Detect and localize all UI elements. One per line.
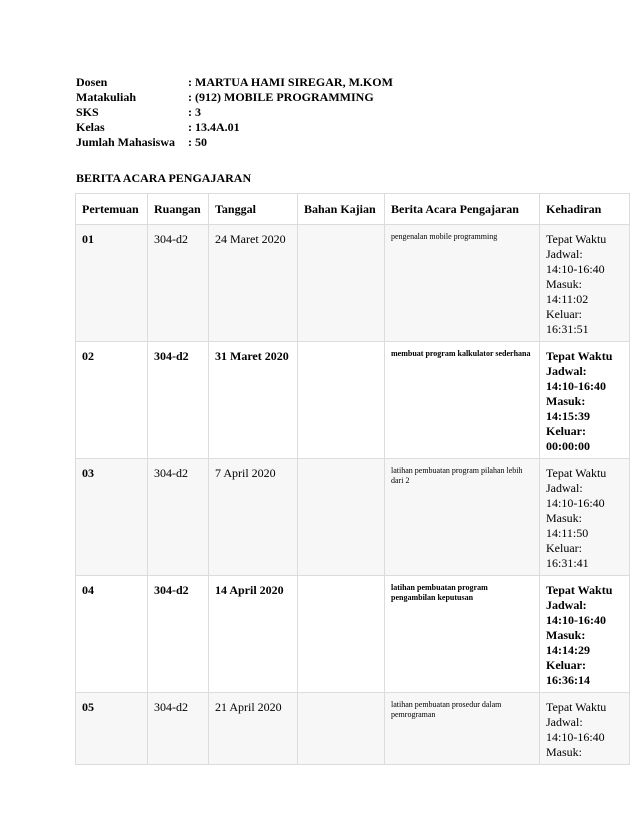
- info-row-jumlah-mahasiswa: [76, 135, 393, 150]
- cell-berita-acara: pengenalan mobile programming: [385, 225, 540, 342]
- info-row-matakuliah: [76, 90, 393, 105]
- kehadiran-line: 14:14:29: [546, 643, 590, 657]
- kehadiran-line: Masuk:: [546, 511, 582, 525]
- kehadiran-line: Jadwal:: [546, 247, 583, 261]
- table-row: [76, 342, 630, 459]
- kehadiran-line: Keluar:: [546, 658, 586, 672]
- kehadiran-line: 14:10-16:40: [546, 730, 605, 744]
- kehadiran-line: Keluar:: [546, 424, 586, 438]
- kehadiran-line: 00:00:00: [546, 439, 590, 453]
- kehadiran-line: 14:11:02: [546, 292, 589, 306]
- cell-ruangan: 304-d2: [148, 225, 209, 342]
- course-info: [76, 75, 393, 150]
- kehadiran-line: Masuk:: [546, 745, 582, 759]
- kehadiran-line: Masuk:: [546, 277, 582, 291]
- cell-ruangan: 304-d2: [148, 576, 209, 693]
- table-header-row: [76, 194, 630, 225]
- cell-pertemuan: 01: [76, 225, 148, 342]
- kehadiran-line: 14:15:39: [546, 409, 590, 423]
- kehadiran-status: Tepat Waktu: [546, 583, 613, 597]
- info-value: : MARTUA HAMI SIREGAR, M.KOM: [188, 75, 393, 89]
- header-pertemuan: Pertemuan: [76, 194, 148, 225]
- table-row: [76, 693, 630, 765]
- header-bahan-kajian: Bahan Kajian: [298, 194, 385, 225]
- cell-kehadiran: [540, 342, 630, 459]
- cell-berita-acara: membuat program kalkulator sederhana: [385, 342, 540, 459]
- kehadiran-line: 14:10-16:40: [546, 262, 605, 276]
- info-value: : 13.4A.01: [188, 120, 240, 134]
- section-title: BERITA ACARA PENGAJARAN: [76, 171, 252, 185]
- kehadiran-status: Tepat Waktu: [546, 700, 607, 714]
- cell-berita-acara: latihan pembuatan program pilahan lebih dari 2: [385, 459, 540, 576]
- cell-pertemuan: 03: [76, 459, 148, 576]
- kehadiran-line: Masuk:: [546, 394, 586, 408]
- header-ruangan: Ruangan: [148, 194, 209, 225]
- cell-berita-acara: latihan pembuatan prosedur dalam pemrograman: [385, 693, 540, 765]
- table-row: [76, 225, 630, 342]
- info-row-dosen: [76, 75, 393, 90]
- kehadiran-line: 16:31:51: [546, 322, 589, 336]
- berita-acara-table: [75, 193, 630, 765]
- kehadiran-status: Tepat Waktu: [546, 349, 613, 363]
- kehadiran-line: Jadwal:: [546, 364, 587, 378]
- info-value: : 3: [188, 105, 201, 119]
- cell-tanggal: 7 April 2020: [209, 459, 298, 576]
- info-value: : 50: [188, 135, 207, 149]
- table-row: [76, 576, 630, 693]
- cell-bahan-kajian: [298, 693, 385, 765]
- cell-kehadiran: [540, 576, 630, 693]
- info-value: : (912) MOBILE PROGRAMMING: [188, 90, 374, 104]
- cell-tanggal: 21 April 2020: [209, 693, 298, 765]
- cell-bahan-kajian: [298, 342, 385, 459]
- header-berita-acara: Berita Acara Pengajaran: [385, 194, 540, 225]
- cell-ruangan: 304-d2: [148, 342, 209, 459]
- cell-kehadiran: [540, 459, 630, 576]
- cell-pertemuan: 02: [76, 342, 148, 459]
- kehadiran-line: Jadwal:: [546, 715, 583, 729]
- cell-ruangan: 304-d2: [148, 459, 209, 576]
- cell-kehadiran: [540, 225, 630, 342]
- kehadiran-line: Masuk:: [546, 628, 586, 642]
- kehadiran-line: Keluar:: [546, 307, 582, 321]
- table-row: [76, 459, 630, 576]
- info-label: Matakuliah: [76, 90, 137, 104]
- cell-bahan-kajian: [298, 225, 385, 342]
- info-row-kelas: [76, 120, 393, 135]
- kehadiran-line: Keluar:: [546, 541, 582, 555]
- cell-tanggal: 14 April 2020: [209, 576, 298, 693]
- cell-pertemuan: 05: [76, 693, 148, 765]
- kehadiran-line: Jadwal:: [546, 481, 583, 495]
- header-tanggal: Tanggal: [209, 194, 298, 225]
- cell-bahan-kajian: [298, 459, 385, 576]
- cell-tanggal: 31 Maret 2020: [209, 342, 298, 459]
- kehadiran-line: 16:36:14: [546, 673, 590, 687]
- kehadiran-status: Tepat Waktu: [546, 232, 607, 246]
- info-label: Jumlah Mahasiswa: [76, 135, 176, 149]
- kehadiran-line: 14:11:50: [546, 526, 589, 540]
- cell-ruangan: 304-d2: [148, 693, 209, 765]
- info-label: SKS: [76, 105, 99, 119]
- cell-pertemuan: 04: [76, 576, 148, 693]
- cell-bahan-kajian: [298, 576, 385, 693]
- info-label: Dosen: [76, 75, 108, 89]
- kehadiran-line: 16:31:41: [546, 556, 589, 570]
- info-row-sks: [76, 105, 393, 120]
- header-kehadiran: Kehadiran: [540, 194, 630, 225]
- kehadiran-line: 14:10-16:40: [546, 379, 606, 393]
- cell-kehadiran: [540, 693, 630, 765]
- kehadiran-status: Tepat Waktu: [546, 466, 607, 480]
- kehadiran-line: Jadwal:: [546, 598, 587, 612]
- info-label: Kelas: [76, 120, 105, 134]
- cell-berita-acara: latihan pembuatan program pengambilan keputusan: [385, 576, 540, 693]
- kehadiran-line: 14:10-16:40: [546, 496, 605, 510]
- kehadiran-line: 14:10-16:40: [546, 613, 606, 627]
- cell-tanggal: 24 Maret 2020: [209, 225, 298, 342]
